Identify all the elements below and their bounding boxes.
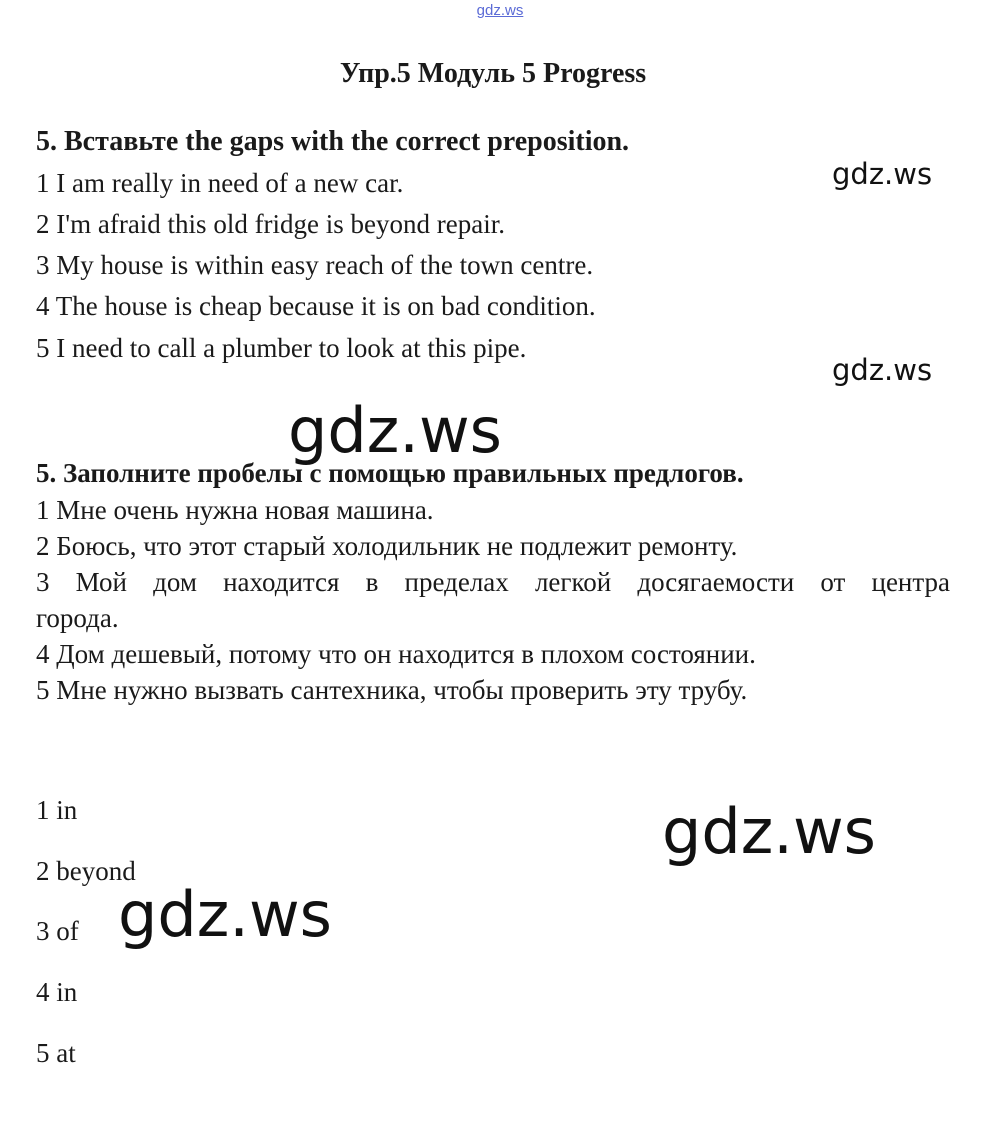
russian-line-2: 2 Боюсь, что этот старый холодильник не подлежит ремонту. [36,531,738,561]
site-link[interactable]: gdz.ws [476,2,524,19]
watermark-4: gdz.ws [662,795,876,868]
answer-1: 1 in [36,795,78,825]
english-line-3: 3 My house is within easy reach of the town centre. [36,250,594,280]
russian-exercise-heading: 5. Заполните пробелы с помощью правильных предлогов. [36,458,744,488]
page-title: Упр.5 Модуль 5 Progress [339,58,647,89]
russian-line-5: 5 Мне нужно вызвать сантехника, чтобы проверить эту трубу. [36,675,748,705]
watermark-5: gdz.ws [118,878,332,951]
english-exercise-heading: 5. Вставьте the gaps with the correct preposition. [36,126,630,157]
english-line-5: 5 I need to call a plumber to look at this pipe. [36,333,527,363]
russian-line-1: 1 Мне очень нужна новая машина. [36,495,434,525]
answer-5: 5 at [36,1038,76,1068]
watermark-3: gdz.ws [288,394,502,467]
russian-line-3: 3 Мой дом находится в пределах легкой досягаемости от центра [36,567,950,597]
answer-2: 2 beyond [36,856,136,886]
russian-line-3-continued: города. [36,603,119,633]
english-line-4: 4 The house is cheap because it is on bad condition. [36,291,596,321]
english-line-1: 1 I am really in need of a new car. [36,168,404,198]
watermark-1: gdz.ws [832,157,933,191]
russian-line-4: 4 Дом дешевый, потому что он находится в плохом состоянии. [36,639,756,669]
answer-3: 3 of [36,916,79,946]
english-line-2: 2 I'm afraid this old fridge is beyond repair. [36,209,505,239]
watermark-2: gdz.ws [832,353,933,387]
answer-4: 4 in [36,977,78,1007]
